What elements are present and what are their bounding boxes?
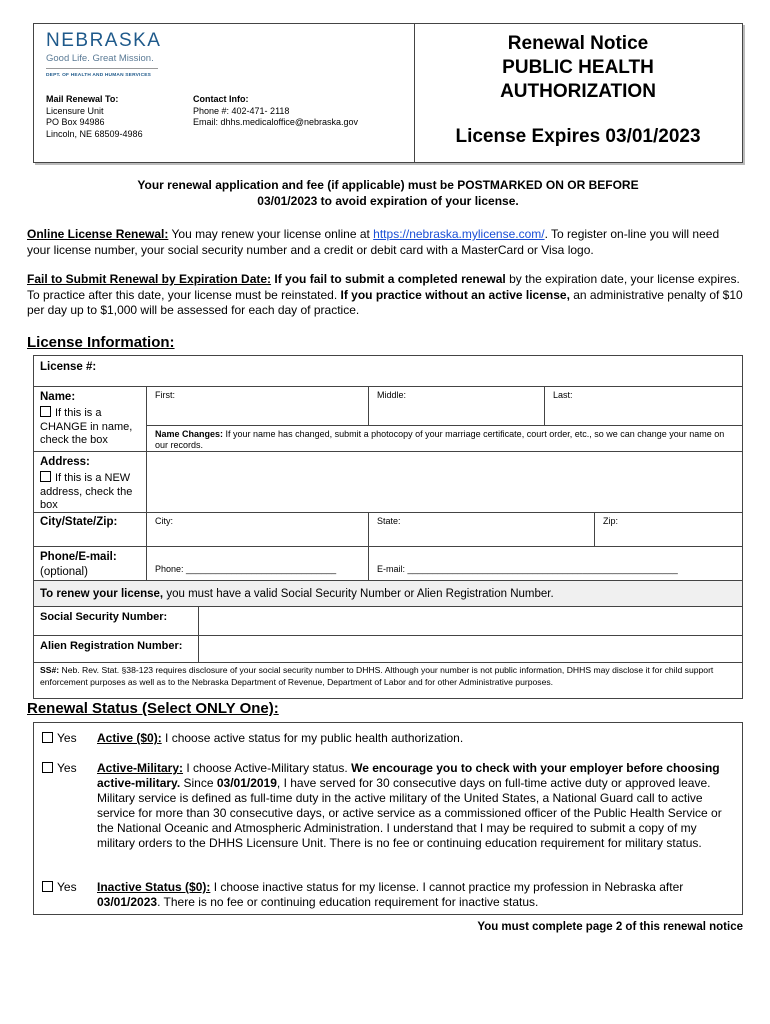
online-text-1: You may renew your license online at — [168, 227, 374, 241]
document-title — [415, 32, 741, 104]
license-info-title: License Information: — [27, 334, 175, 351]
active-checkbox[interactable] — [42, 732, 53, 743]
name-changes-bold: Name Changes: — [155, 429, 224, 439]
email-label: E-mail: ______________________________________________________ — [377, 564, 678, 574]
postmark-notice — [33, 177, 743, 209]
new-address-checkbox[interactable] — [40, 471, 51, 482]
phone-label: Phone: ______________________________ — [155, 564, 337, 574]
license-number-field[interactable] — [33, 355, 743, 387]
logo-tagline: Good Life. Great Mission. — [46, 53, 154, 64]
logo-dept: DEPT. OF HEALTH AND HUMAN SERVICES — [46, 73, 152, 78]
name-changes-body: If your name has changed, submit a photocopy of your marriage certificate, court order, etc., so we can change your name on our records. — [155, 429, 725, 450]
alien-number-field[interactable] — [198, 635, 743, 663]
mail-line-2: PO Box 94986 — [46, 117, 105, 127]
optional-label: (optional) — [40, 566, 88, 578]
title-line-3: AUTHORIZATION — [500, 81, 656, 102]
name-change-text: If this is a CHANGE in name, check the box — [40, 407, 133, 446]
online-label: Online License Renewal: — [27, 227, 169, 241]
contact-info-block — [193, 94, 358, 129]
state-field[interactable] — [368, 512, 595, 547]
last-name-field[interactable] — [544, 386, 743, 426]
active-yes: Yes — [57, 731, 77, 745]
active-option[interactable] — [42, 731, 77, 745]
page-two-note: You must complete page 2 of this renewal notice — [477, 921, 743, 933]
renew-requirement-row — [33, 580, 743, 607]
postmark-line-2: 03/01/2023 to avoid expiration of your license. — [257, 194, 519, 208]
state-label: State: — [377, 516, 401, 526]
ssn-label: Social Security Number: — [40, 611, 168, 623]
new-address-option[interactable] — [40, 471, 144, 513]
city-label: City: — [155, 516, 173, 526]
mail-label: Mail Renewal To: — [46, 94, 119, 104]
csz-label-cell — [33, 512, 147, 547]
license-number-label: License #: — [40, 361, 97, 373]
nebraska-logo: NEBRASKA — [46, 30, 162, 51]
inactive-text-2: . There is no fee or continuing education requirement for inactive status. — [157, 895, 539, 909]
title-line-1: Renewal Notice — [507, 33, 649, 54]
fail-bold-2: If you practice without an active license, — [340, 287, 570, 302]
online-text-2: . To register on-line you will need your license number, your social security number and a credit or debit card with a MasterCard or Visa logo. — [27, 227, 720, 257]
mail-line-1: Licensure Unit — [46, 105, 104, 116]
online-renewal-paragraph — [27, 227, 743, 258]
military-description — [97, 761, 737, 851]
address-field[interactable] — [146, 451, 743, 513]
active-text: I choose active status for my public health authorization. — [161, 731, 464, 745]
city-field[interactable] — [146, 512, 369, 547]
military-bold: We encourage you to check with your employer before choosing active-military. — [97, 761, 720, 790]
zip-label: Zip: — [603, 516, 619, 526]
logo-rule — [46, 68, 158, 69]
active-description — [97, 731, 737, 746]
fail-label: Fail to Submit Renewal by Expiration Date: — [27, 272, 272, 286]
name-change-option[interactable] — [40, 406, 144, 448]
alien-label: Alien Registration Number: — [40, 640, 183, 652]
online-renewal-link[interactable]: https://nebraska.mylicense.com/ — [373, 227, 545, 241]
renew-requirement-body: you must have a valid Social Security Number or Alien Registration Number. — [163, 588, 554, 600]
first-name-field[interactable] — [146, 386, 369, 426]
ss-disclosure-text — [40, 664, 740, 688]
zip-field[interactable] — [594, 512, 743, 547]
renewal-status-title: Renewal Status (Select ONLY One): — [27, 700, 279, 717]
military-option[interactable] — [42, 761, 77, 775]
military-text-3: , I have served for 30 consecutive days on full-time active duty or approved leave. Military service is defined as full-time duty in the active military of the United States, a National Guard call to active service for more than 30 consecutive days, or active service as a commissioned officer of the Public Health Service or the National Oceanic and Atmospheric Administration. I understand that I may be required to submit a copy of my military orders to the DHHS Licensure Unit. There is no fee or continuing education requirement for military status. — [97, 776, 722, 850]
title-line-2: PUBLIC HEALTH — [502, 57, 654, 78]
last-name-label: Last: — [553, 390, 573, 400]
ss-disclosure-row — [33, 662, 743, 699]
military-label: Active-Military: — [97, 761, 184, 775]
contact-email: Email: dhhs.medicaloffice@nebraska.gov — [193, 117, 359, 127]
first-name-label: First: — [155, 390, 175, 400]
name-label: Name: — [40, 391, 76, 403]
name-changes-note — [146, 425, 743, 452]
renew-requirement-bold: To renew your license, — [40, 588, 164, 600]
ssn-field[interactable] — [198, 606, 743, 636]
inactive-label: Inactive Status ($0): — [97, 880, 211, 894]
middle-name-field[interactable] — [368, 386, 545, 426]
name-changes-text — [155, 429, 735, 451]
phone-field[interactable] — [146, 546, 369, 581]
inactive-yes: Yes — [57, 880, 77, 894]
ssn-label-cell — [33, 606, 199, 636]
license-expires: License Expires 03/01/2023 — [455, 126, 701, 147]
contact-label: Contact Info: — [193, 94, 249, 104]
postmark-line-1: Your renewal application and fee (if applicable) must be POSTMARKED ON OR BEFORE — [137, 178, 639, 192]
name-label-cell — [33, 386, 147, 452]
name-change-checkbox[interactable] — [40, 406, 51, 417]
inactive-text-1: I choose inactive status for my license. I cannot practice my profession in Nebraska after — [210, 880, 684, 894]
active-label: Active ($0): — [97, 731, 162, 745]
new-address-text: If this is a NEW address, check the box — [40, 472, 133, 511]
fail-text-2: an administrative penalty of $10 per day up to $1,000 will be assessed for each day of practice. — [27, 287, 743, 317]
csz-label: City/State/Zip: — [40, 516, 118, 528]
middle-name-label: Middle: — [377, 390, 407, 400]
inactive-option[interactable] — [42, 880, 77, 894]
ss-bold: SS#: — [40, 665, 60, 675]
fail-to-submit-paragraph — [27, 272, 743, 319]
renew-requirement-text — [40, 588, 554, 600]
military-text-1: I choose Active-Military status. — [183, 761, 352, 775]
address-label: Address: — [40, 456, 90, 468]
mail-line-3: Lincoln, NE 68509-4986 — [46, 128, 143, 139]
ss-body: Neb. Rev. Stat. §38-123 requires disclosure of your social security number to DHHS. Although your number is not public information, DHHS may disclose it for child support enforcement purposes as well as to the Nebraska Department of Revenue, Department of Labor and for other Administrative purposes. — [40, 665, 714, 687]
fail-text-1: by the expiration date, your license expires. To practice after this date, your license must be reinstated. — [27, 272, 740, 302]
inactive-description — [97, 880, 737, 910]
military-text-2: Since — [180, 776, 217, 790]
inactive-checkbox[interactable] — [42, 881, 53, 892]
inactive-date: 03/01/2023 — [97, 895, 158, 909]
phone-email-label: Phone/E-mail: — [40, 551, 117, 563]
address-label-cell — [33, 451, 147, 513]
contact-phone: Phone #: 402-471- 2118 — [193, 105, 290, 116]
email-field[interactable] — [368, 546, 743, 581]
phone-label-cell — [33, 546, 147, 581]
mail-renewal-block — [46, 94, 143, 140]
military-checkbox[interactable] — [42, 762, 53, 773]
alien-label-cell — [33, 635, 199, 663]
military-yes: Yes — [57, 761, 77, 775]
military-date: 03/01/2019 — [216, 776, 277, 790]
fail-bold-1: If you fail to submit a completed renewal — [271, 272, 506, 286]
